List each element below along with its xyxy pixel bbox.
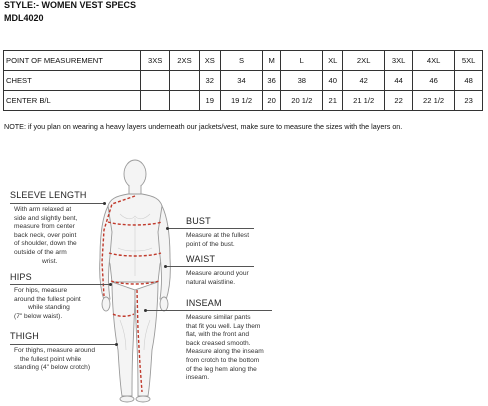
thigh-rule [10, 344, 116, 345]
table-cell: 46 [413, 71, 455, 91]
table-cell: 19 1/2 [220, 91, 262, 111]
desc-line: standing (4" below crotch) [14, 364, 91, 372]
table-cell: 20 [263, 91, 281, 111]
waist-pointer [164, 265, 167, 268]
desc-line: (7" below waist). [14, 312, 63, 320]
hips-rule [10, 284, 110, 285]
table-cell: 20 1/2 [281, 91, 323, 111]
table-cell: 44 [385, 71, 413, 91]
sleeve-length-title: SLEEVE LENGTH [10, 190, 87, 200]
table-cell: 32 [199, 71, 220, 91]
desc-line: around the fullest point [14, 295, 81, 303]
table-cell: 40 [323, 71, 343, 91]
style-title: STYLE:- WOMEN VEST SPECS [4, 0, 137, 10]
desc-line: Measure similar pants [186, 314, 251, 321]
table-cell: 22 [385, 91, 413, 111]
desc-line: For hips, measure [14, 287, 68, 294]
desc-line: outside of the arm [14, 248, 67, 256]
table-cell: 21 [323, 91, 343, 111]
desc-line: from crotch to the bottom [186, 356, 260, 364]
desc-line: of the leg hem along the [186, 365, 257, 373]
desc-line: Measure around your [186, 270, 249, 277]
thigh-pointer [115, 343, 118, 346]
sleeve-length-description [14, 206, 77, 266]
table-cell: 48 [455, 71, 483, 91]
desc-line: Measure along the inseam [186, 348, 264, 356]
desc-line: measure from center [14, 223, 75, 231]
bust-pointer [166, 227, 169, 230]
desc-line: that fit you well. Lay them [186, 322, 261, 330]
inseam-rule [146, 310, 272, 311]
desc-line: With arm relaxed at [14, 206, 72, 213]
hips-title: HIPS [10, 272, 32, 282]
desc-line: while standing [28, 304, 70, 312]
desc-line: of shoulder, down the [14, 240, 77, 248]
bust-description [186, 232, 249, 249]
header-cell-size: 3XS [141, 51, 170, 71]
table-cell: 42 [343, 71, 385, 91]
table-cell: 23 [455, 91, 483, 111]
desc-line: wrist. [42, 257, 58, 265]
inseam-title: INSEAM [186, 298, 222, 308]
header-cell-size: 2XL [343, 51, 385, 71]
hips-pointer [109, 283, 112, 286]
desc-line: the fullest point while [20, 355, 82, 363]
header-cell-size: 3XL [385, 51, 413, 71]
table-cell: 34 [220, 71, 262, 91]
waist-description [186, 270, 249, 287]
table-cell: 22 1/2 [413, 91, 455, 111]
row-label: CENTER B/L [4, 91, 141, 111]
table-cell: 21 1/2 [343, 91, 385, 111]
thigh-title: THIGH [10, 331, 39, 341]
desc-line: back creased smooth. [186, 339, 251, 347]
waist-title: WAIST [186, 254, 216, 264]
header-cell-size: 2XS [170, 51, 199, 71]
header-cell-size: XL [323, 51, 343, 71]
style-number: MDL4020 [4, 13, 44, 23]
bust-rule [168, 228, 254, 229]
sleeve-length-pointer [103, 202, 106, 205]
desc-line: side and slightly bent, [14, 214, 78, 222]
header-cell-size: 4XL [413, 51, 455, 71]
layering-note: NOTE: if you plan on wearing a heavy layers underneath our jackets/vest, make sure to measure the sizes with the layers on. [4, 122, 403, 131]
bust-title: BUST [186, 216, 211, 226]
header-cell-label: POINT OF MEASUREMENT [4, 51, 141, 71]
table-cell: 19 [199, 91, 220, 111]
row-label: CHEST [4, 71, 141, 91]
hips-description [14, 287, 81, 321]
sleeve-length-rule [10, 203, 104, 204]
header-cell-size: XS [199, 51, 220, 71]
thigh-description [14, 347, 95, 373]
desc-line: inseam. [186, 374, 210, 382]
desc-line: natural waistline. [186, 278, 236, 286]
table-cell: 38 [281, 71, 323, 91]
header-cell-size: 5XL [455, 51, 483, 71]
desc-line: For thighs, measure around [14, 347, 95, 354]
header-cell-size: S [220, 51, 262, 71]
inseam-description [186, 314, 264, 383]
desc-line: Measure at the fullest [186, 232, 250, 239]
desc-line: flat, with the front and [186, 331, 250, 339]
waist-rule [166, 266, 254, 267]
header-cell-size: L [281, 51, 323, 71]
inseam-pointer [144, 309, 147, 312]
desc-line: back neck, over point [14, 231, 77, 239]
table-cell: 36 [263, 71, 281, 91]
desc-line: point of the bust. [186, 240, 235, 248]
header-cell-size: M [263, 51, 281, 71]
